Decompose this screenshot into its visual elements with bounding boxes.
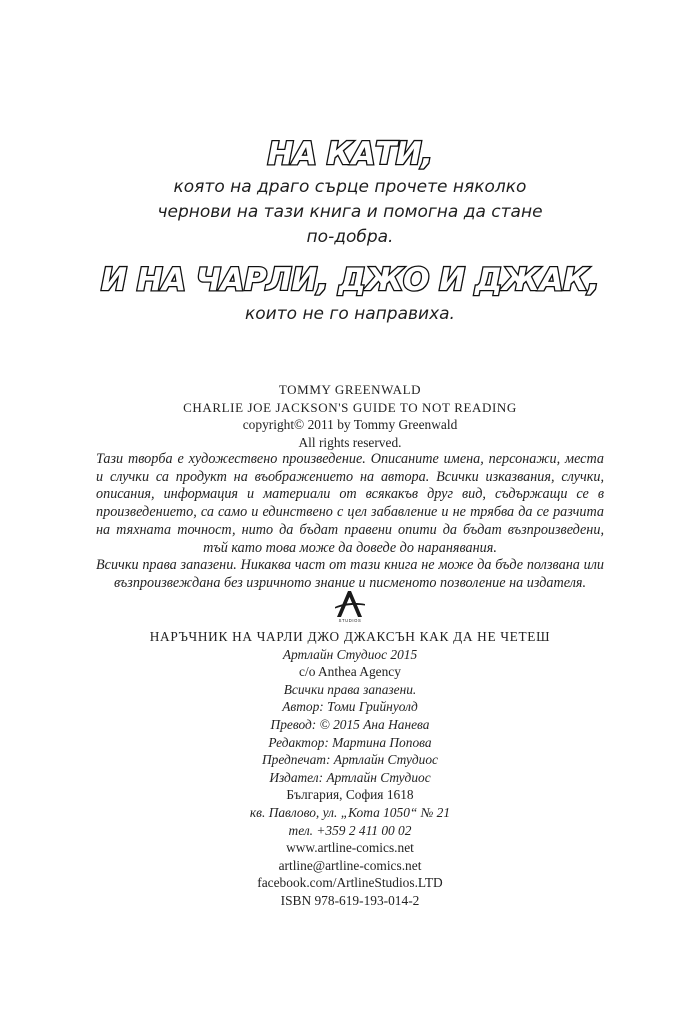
original-rights: All rights reserved. [298,434,402,450]
colophon-line: Превод: © 2015 Ана Нанева [270,716,430,732]
original-credits [0,381,700,451]
dedication-heading-2: И НА ЧАРЛИ, ДЖО И ДЖАК, [100,262,600,298]
disclaimer-line: Тази творба е художествено произведение. Описаните имена, персонажи, места [96,451,604,467]
colophon [0,628,700,910]
dedication-text-2 [0,302,700,327]
colophon-line: Всички права запазени. [283,681,417,697]
original-copyright: copyright© 2011 by Tommy Greenwald [242,417,458,433]
book-title: НАРЪЧНИК НА ЧАРЛИ ДЖО ДЖАКСЪН КАК ДА НЕ ЧЕТЕШ [149,629,551,644]
colophon-line: ISBN 978-619-193-014-2 [280,892,420,908]
colophon-line: c/o Anthea Agency [299,664,401,680]
dedication-line: по-добра. [306,227,394,247]
disclaimer-line: тъй като това може да доведе до наранявания. [203,539,497,556]
rights-line: Всички права запазени. Никаква част от тази книга не може да бъде ползвана или [96,557,604,574]
colophon-line: artline@artline-comics.net [278,857,422,873]
dedication-heading-1: НА КАТИ, [267,136,433,172]
rights-line: възпроизвеждана без изричното знание и писменото позволение на издателя. [113,574,587,591]
colophon-line: тел. +359 2 411 00 02 [288,822,412,838]
colophon-line: Предпечат: Артлайн Студиос [262,752,438,768]
colophon-line: Автор: Томи Грийнуолд [282,699,418,715]
logo-text: STUDIOS [338,618,362,623]
disclaimer-line: произведението, са само и единствено с цел забавление и не трябва да се разчита [96,504,604,521]
colophon-line: Издател: Артлайн Студиос [269,769,431,785]
colophon-line: България, София 1618 [286,787,414,803]
colophon-line: Артлайн Студиос 2015 [282,646,418,662]
dedication-text-1 [0,175,700,250]
colophon-line: кв. Павлово, ул. „Кота 1050“ № 21 [249,804,451,820]
dedication-line: чернови на тази книга и помогна да стане [157,202,543,222]
artline-logo-icon [333,587,367,623]
dedication-line: която на драго сърце прочете няколко [173,177,527,197]
original-title: CHARLIE JOE JACKSON'S GUIDE TO NOT READING [183,399,517,415]
colophon-line: www.artline-comics.net [286,840,414,856]
disclaimer-line: и случки са продукт на въображението на автора. Всички изказвания, случки, [96,468,604,485]
disclaimer-line: описания, информация и материали от всякакъв друг вид, съдържащи се в [96,486,604,503]
colophon-line: Редактор: Мартина Попова [268,734,432,750]
artline-studios-logo [333,587,367,623]
disclaimer-line: на тяхната точност, нито да бъдат правени опити да бъдат възпроизведени, [96,521,604,538]
colophon-line: facebook.com/ArtlineStudios.LTD [257,875,443,891]
disclaimer [96,451,604,593]
dedication-line: които не го направиха. [245,304,455,324]
original-author: TOMMY GREENWALD [278,382,422,397]
